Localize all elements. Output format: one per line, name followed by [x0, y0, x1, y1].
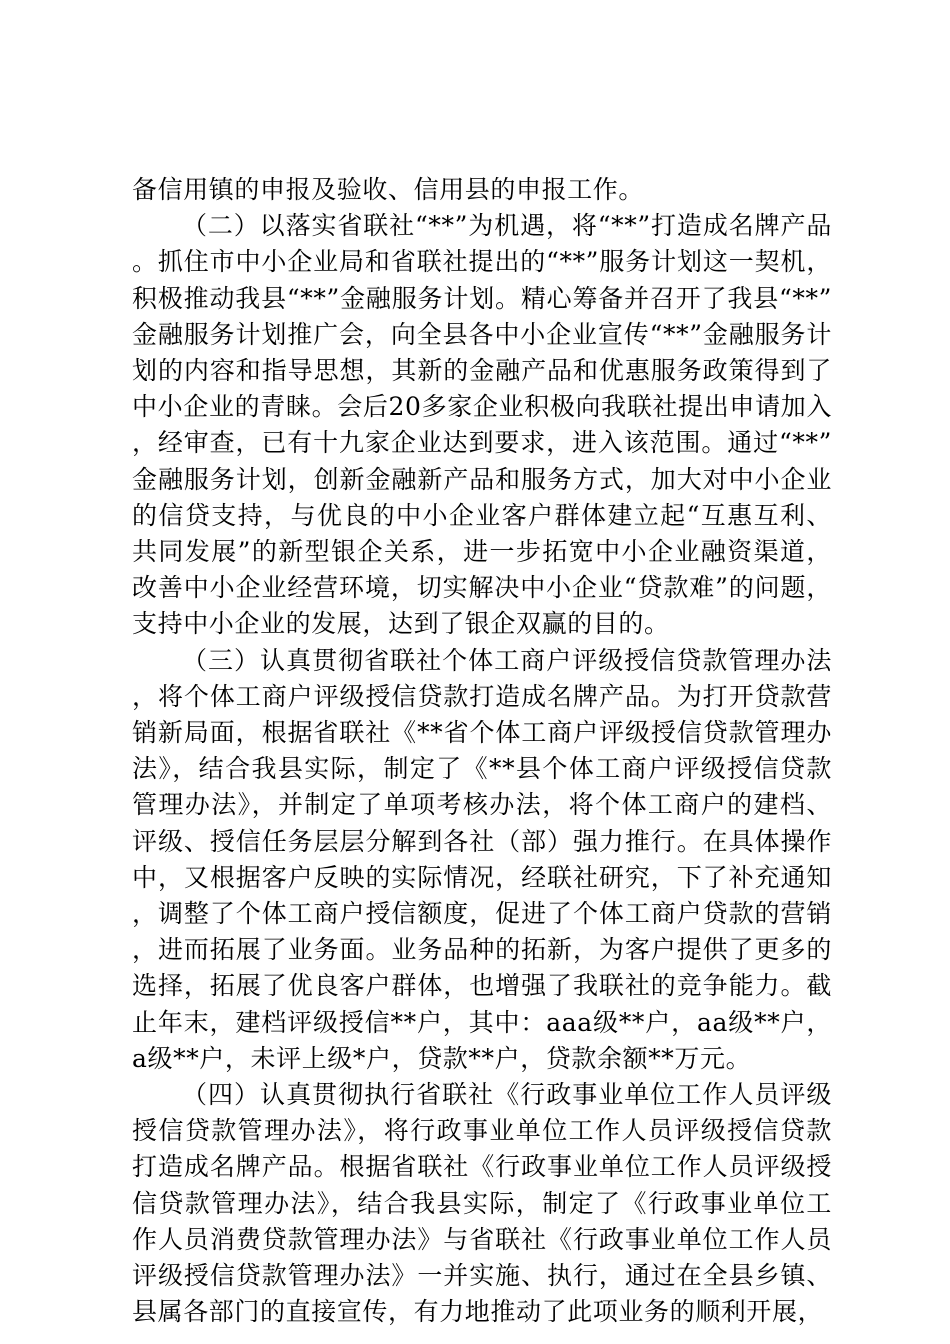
paragraph-section-two: （二）以落实省联社“**”为机遇，将“**”打造成名牌产品。抓住市中小企业局和省联社提出的“**”服务计划这一契机，积极推动我县“**”金融服务计划。精心筹备并召开了我县“**”金融服务计划推广会，向全县各中小企业宣传“**”金融服务计划的内容和指导思想，其新的金融产品和优惠服务政策得到了中小企业的青睐。会后20多家企业积极向我联社提出申请加入，经审查，已有十九家企业达到要求，进入该范围。通过“**”金融服务计划，创新金融新产品和服务方式，加大对中小企业的信贷支持，与优良的中小企业客户群体建立起“互惠互利、共同发展”的新型银企关系，进一步拓宽中小企业融资渠道，改善中小企业经营环境，切实解决中小企业“贷款难”的问题，支持中小企业的发展，达到了银企双赢的目的。: [132, 211, 832, 639]
paragraph-section-three: （三）认真贯彻省联社个体工商户评级授信贷款管理办法，将个体工商户评级授信贷款打造成名牌产品。为打开贷款营销新局面，根据省联社《**省个体工商户评级授信贷款管理办法》，结合我县实际，制定了《**县个体工商户评级授信贷款管理办法》，并制定了单项考核办法，将个体工商户的建档、评级、授信任务层层分解到各社（部）强力推行。在具体操作中，又根据客户反映的实际情况，经联社研究，下了补充通知，调整了个体工商户授信额度，促进了个体工商户贷款的营销，进而拓展了业务面。业务品种的拓新，为客户提供了更多的选择，拓展了优良客户群体，也增强了我联社的竞争能力。截止年末，建档评级授信**户，其中：aaa级**户，aa级**户，a级**户，未评上级*户，贷款**户，贷款余额**万元。: [132, 645, 832, 1073]
document-body: [132, 172, 832, 1331]
paragraph-continuation: 备信用镇的申报及验收、信用县的申报工作。: [132, 175, 645, 204]
paragraph-section-four: （四）认真贯彻执行省联社《行政事业单位工作人员评级授信贷款管理办法》，将行政事业单位工作人员评级授信贷款打造成名牌产品。根据省联社《行政事业单位工作人员评级授信贷款管理办法》，结合我县实际，制定了《行政事业单位工作人员消费贷款管理办法》与省联社《行政事业单位工作人员评级授信贷款管理办法》一并实施、执行，通过在全县乡镇、县属各部门的直接宣传，有力地推动了此项业务的顺利开展，: [132, 1080, 832, 1327]
